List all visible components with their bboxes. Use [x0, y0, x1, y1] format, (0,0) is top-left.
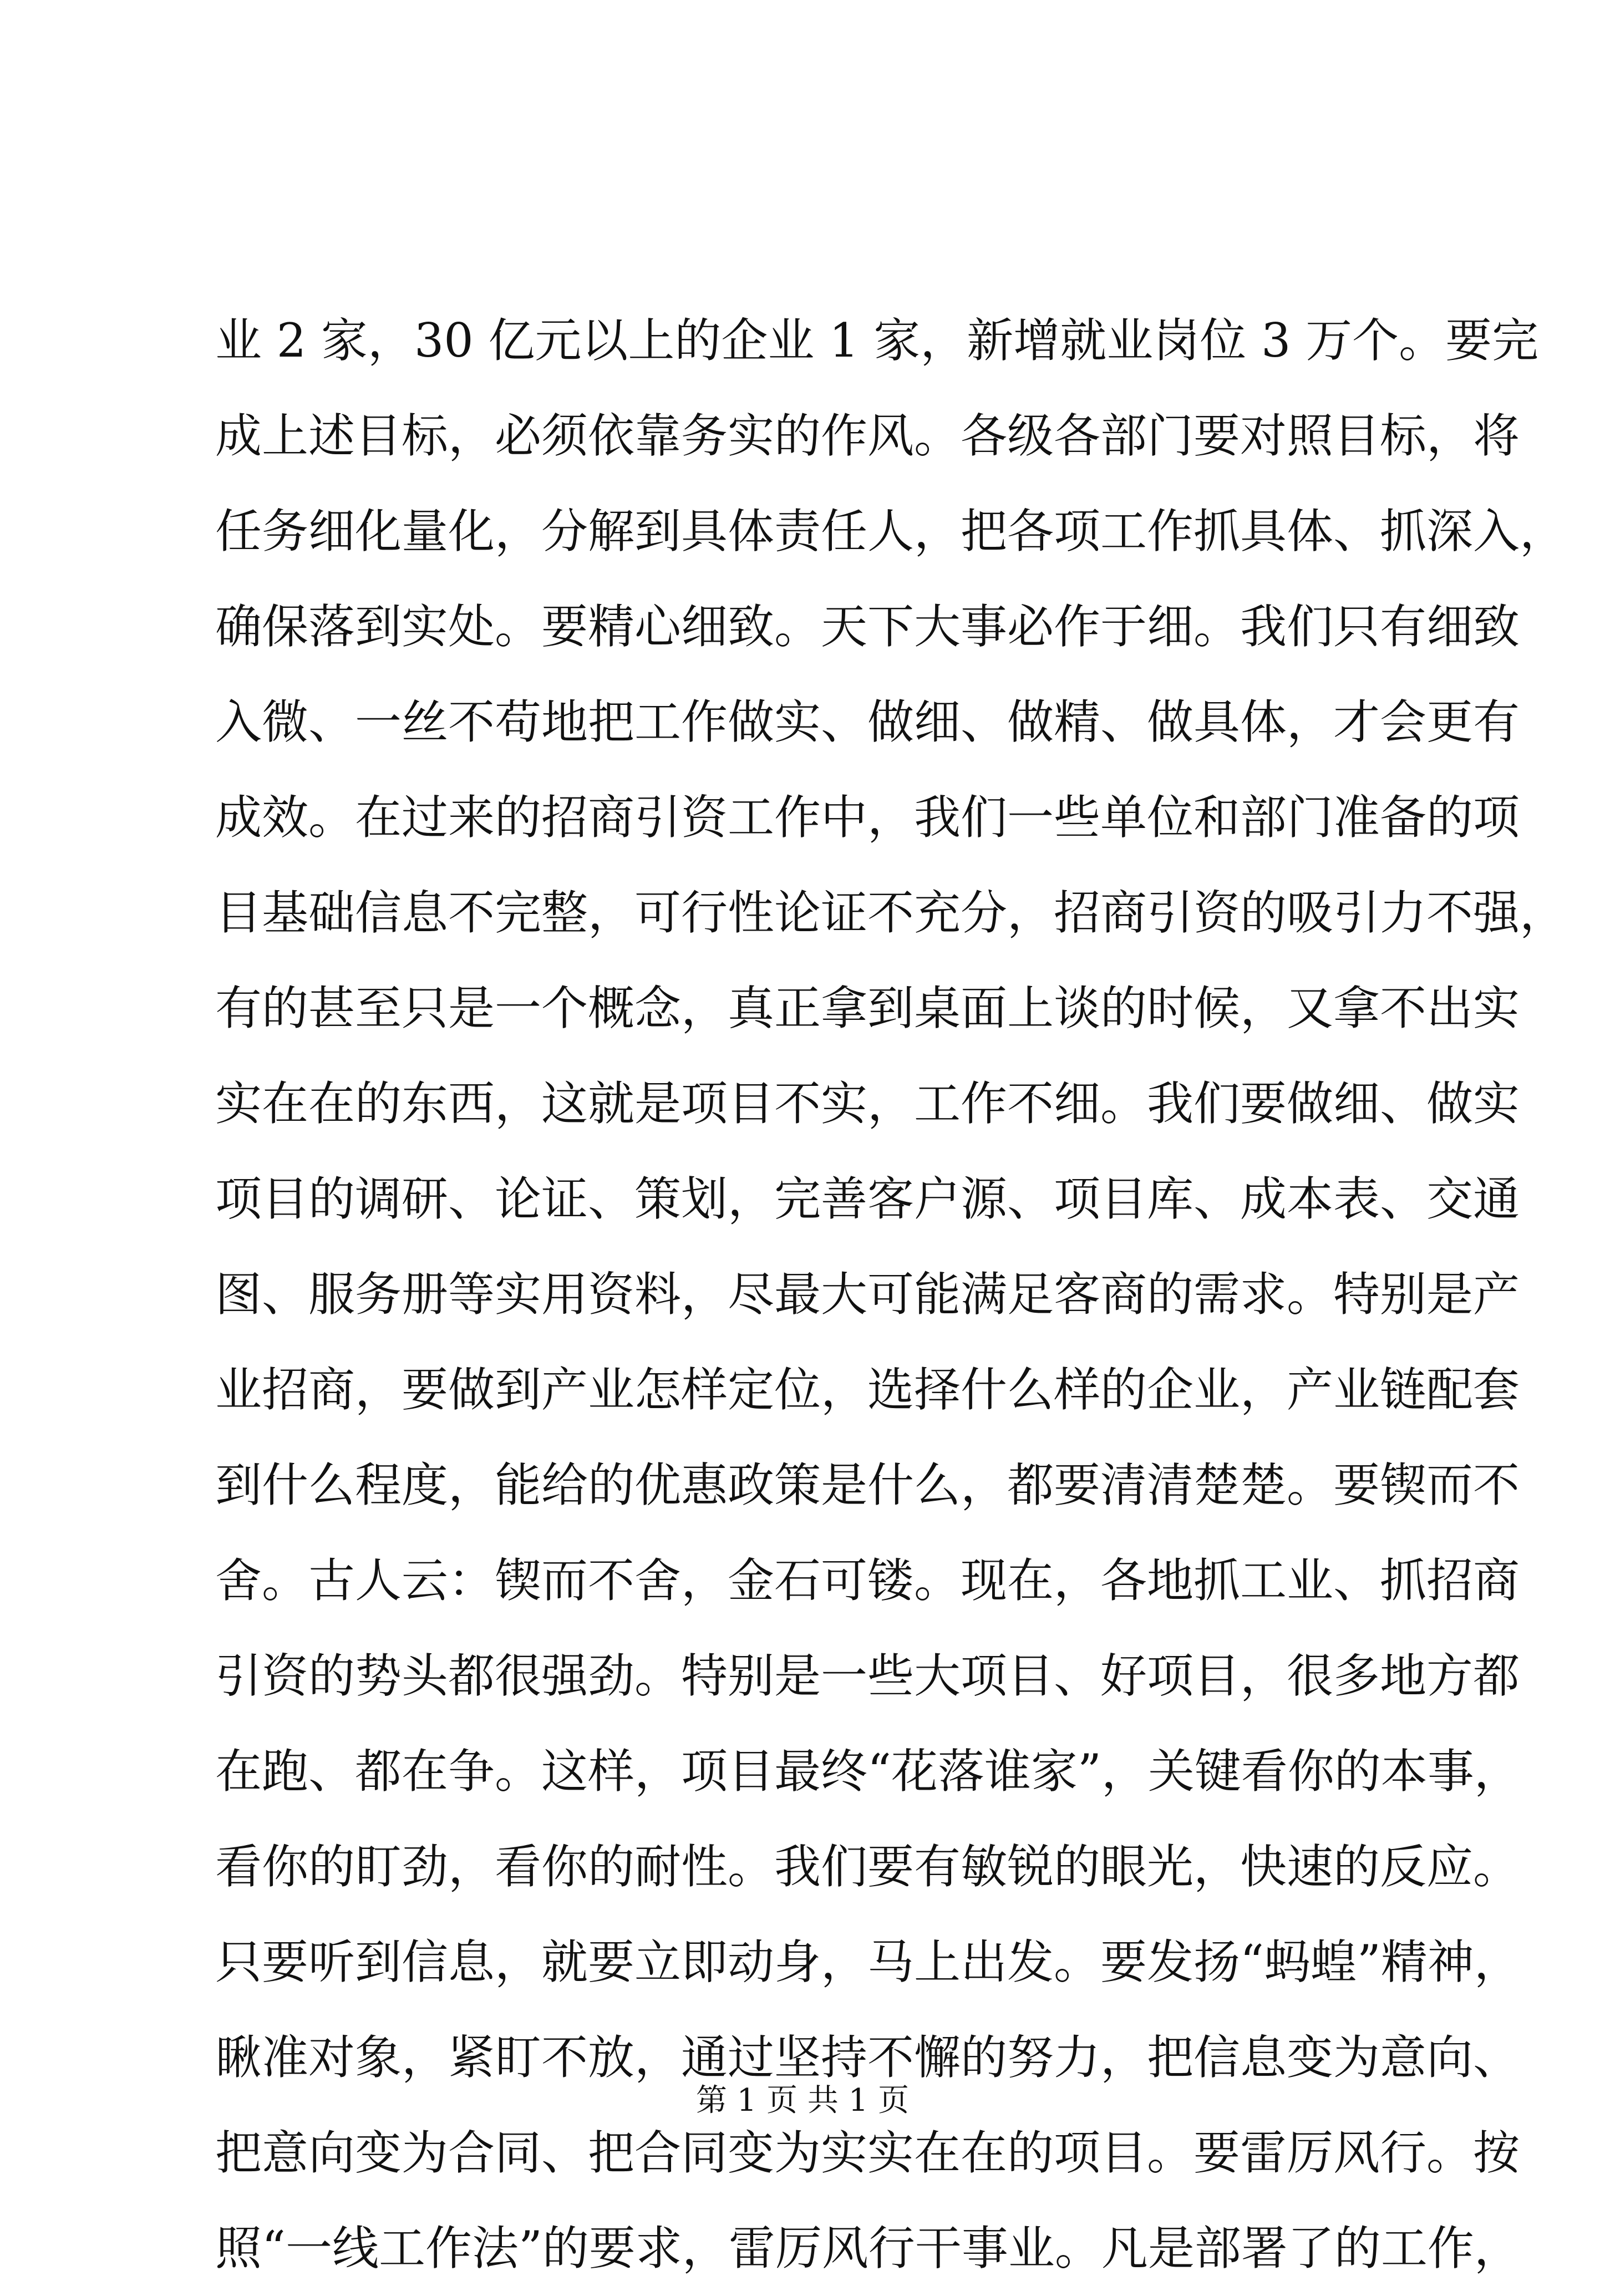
text-line: 成上述目标，必须依靠务实的作风。各级各部门要对照目标，将	[215, 409, 1520, 463]
text-line: 在跑、都在争。这样，项目最终“花落谁家”，关键看你的本事，	[215, 1744, 1521, 1799]
text-line: 照“一线工作法”的要求，雷厉风行干事业。凡是部署了的工作，	[215, 2221, 1521, 2275]
text-line: 确保落到实处。要精心细致。天下大事必作于细。我们只有细致	[215, 600, 1520, 654]
body-text	[215, 293, 1567, 2296]
text-line: 业招商，要做到产业怎样定位，选择什么样的企业，产业链配套	[215, 1363, 1520, 1417]
text-line: 项目的调研、论证、策划，完善客户源、项目库、成本表、交通	[215, 1172, 1520, 1226]
text-line: 引资的势头都很强劲。特别是一些大项目、好项目，很多地方都	[215, 1649, 1520, 1703]
text-line: 看你的盯劲，看你的耐性。我们要有敏锐的眼光，快速的反应。	[215, 1840, 1520, 1894]
text-line: 任务细化量化，分解到具体责任人，把各项工作抓具体、抓深入，	[215, 504, 1567, 558]
page-number-label: 第 1 页 共 1 页	[695, 2082, 910, 2119]
text-line: 瞅准对象，紧盯不放，通过坚持不懈的努力，把信息变为意向、	[215, 2030, 1520, 2085]
text-line: 只要听到信息，就要立即动身，马上出发。要发扬“蚂蝗”精神，	[215, 1935, 1521, 1989]
text-line: 把意向变为合同、把合同变为实实在在的项目。要雷厉风行。按	[215, 2126, 1520, 2180]
text-line: 舍。古人云：锲而不舍，金石可镂。现在，各地抓工业、抓招商	[215, 1553, 1520, 1608]
text-line: 实在在的东西，这就是项目不实，工作不细。我们要做细、做实	[215, 1076, 1520, 1131]
text-line: 业 2 家，30 亿元以上的企业 1 家，新增就业岗位 3 万个。要完	[215, 313, 1539, 368]
text-line: 到什么程度，能给的优惠政策是什么，都要清清楚楚。要锲而不	[215, 1458, 1520, 1512]
page-footer	[0, 2079, 1605, 2123]
text-line: 有的甚至只是一个概念，真正拿到桌面上谈的时候，又拿不出实	[215, 981, 1520, 1035]
text-line: 入微、一丝不苟地把工作做实、做细、做精、做具体，才会更有	[215, 695, 1520, 749]
text-line: 目基础信息不完整，可行性论证不充分，招商引资的吸引力不强，	[215, 886, 1567, 940]
text-line: 图、服务册等实用资料，尽最大可能满足客商的需求。特别是产	[215, 1267, 1520, 1322]
text-line: 成效。在过来的招商引资工作中，我们一些单位和部门准备的项	[215, 790, 1520, 845]
